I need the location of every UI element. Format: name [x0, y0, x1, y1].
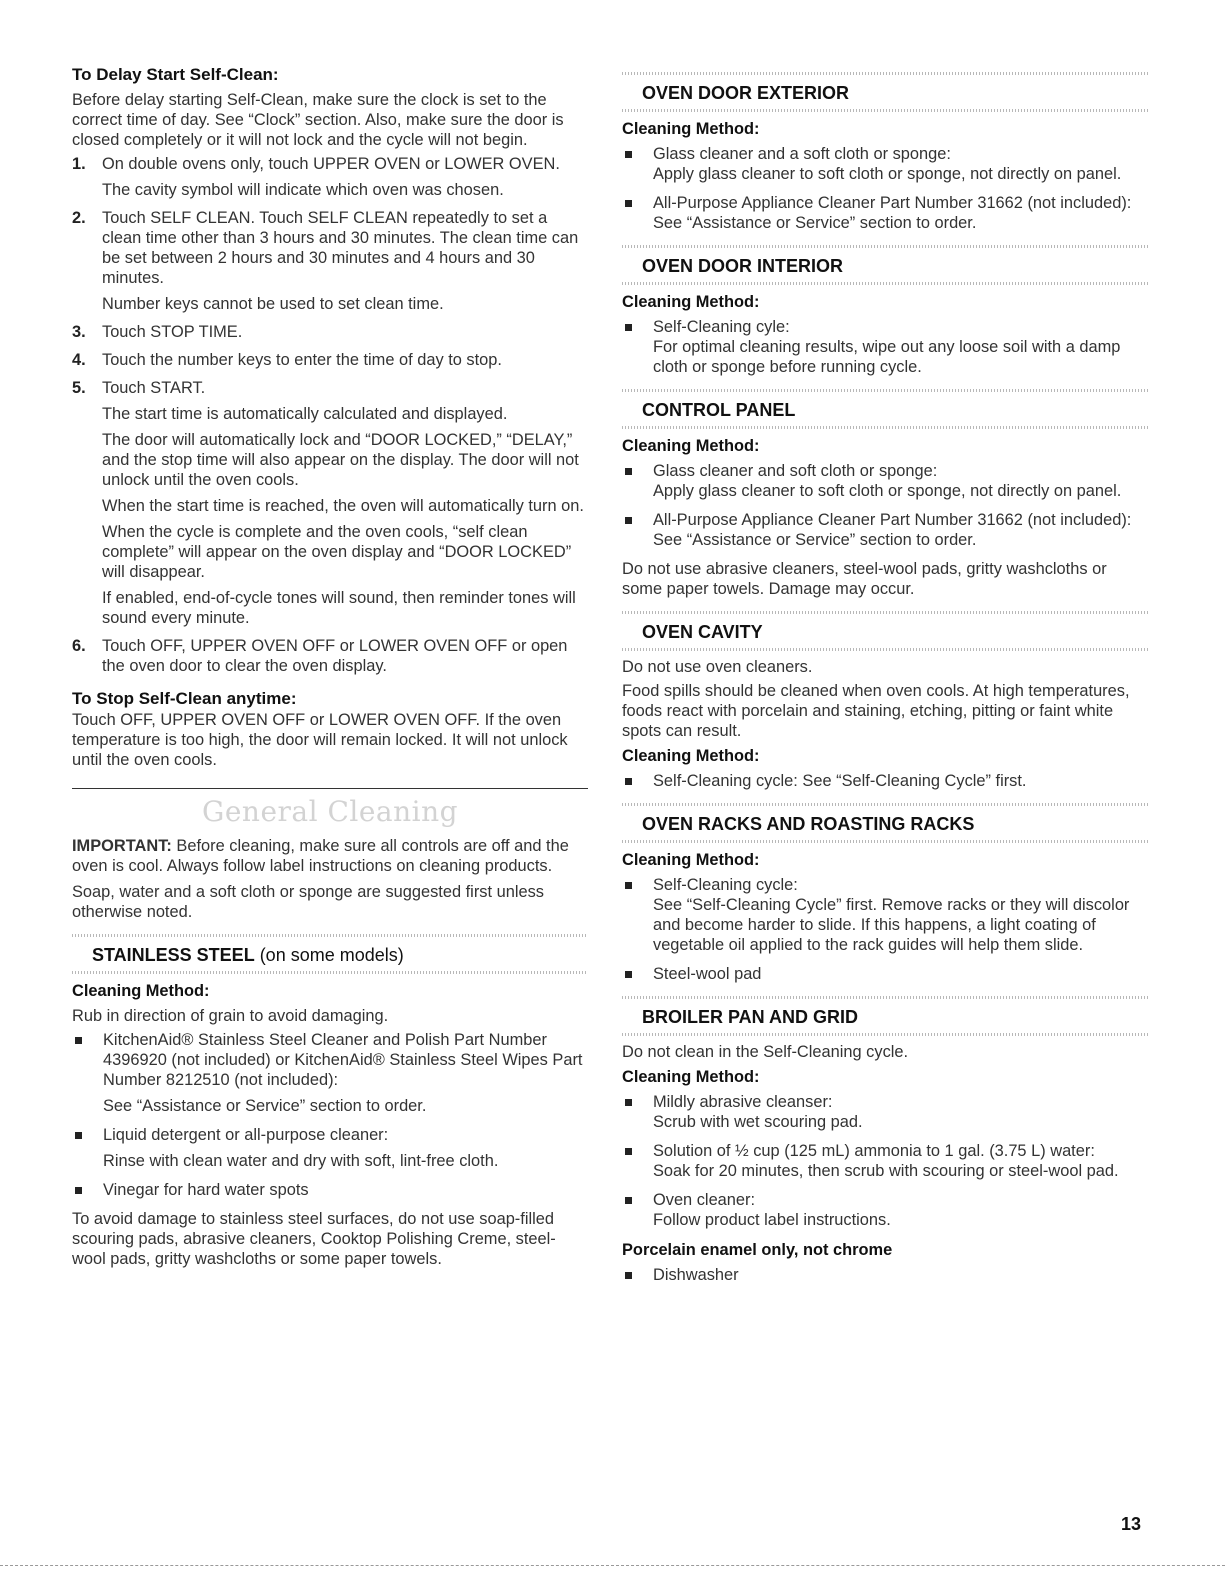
bullet-text: All-Purpose Appliance Cleaner Part Number 31662 (not included): [653, 194, 1132, 212]
bullet-square-icon [625, 151, 632, 158]
bullet-square-icon [625, 1197, 632, 1204]
bullet-square-icon [625, 1148, 632, 1155]
oven-racks-bullets [622, 875, 1150, 984]
bullet-text: Self-Cleaning cycle: [653, 876, 798, 894]
bullet-item [622, 964, 1150, 984]
bullet-detail: See “Assistance or Service” section to order. [653, 214, 977, 232]
step-item [72, 154, 588, 200]
step-item [72, 208, 588, 314]
door-exterior-bar [622, 72, 1150, 112]
bullet-text: Glass cleaner and a soft cloth or sponge: [653, 145, 951, 163]
bullet-item [622, 144, 1150, 184]
bullet-item [72, 1180, 588, 1200]
control-panel-bar [622, 389, 1150, 429]
step-text: Touch the number keys to enter the time of day to stop. [102, 351, 502, 369]
delay-steps [72, 154, 588, 676]
bullet-square-icon [625, 882, 632, 889]
stainless-steel-bar [72, 934, 588, 974]
bullet-text: Liquid detergent or all-purpose cleaner: [103, 1126, 389, 1144]
bullet-square-icon [75, 1037, 82, 1044]
bullet-item [72, 1030, 588, 1116]
bullet-square-icon [75, 1132, 82, 1139]
bullet-square-icon [75, 1187, 82, 1194]
bullet-detail: Apply glass cleaner to soft cloth or sponge, not directly on panel. [653, 482, 1122, 500]
bullet-item [622, 461, 1150, 501]
step-detail: The start time is automatically calculated and displayed. [102, 405, 508, 423]
bullet-item [622, 771, 1150, 791]
oven-racks-bar [622, 803, 1150, 843]
stainless-steel-title: STAINLESS STEEL (on some models) [92, 945, 404, 965]
broiler-p1: Do not clean in the Self-Cleaning cycle. [622, 1043, 909, 1061]
step-detail: If enabled, end-of-cycle tones will sound, then reminder tones will sound every minute. [102, 589, 576, 627]
right-column [622, 64, 1150, 1294]
step-detail: Number keys cannot be used to set clean time. [102, 295, 444, 313]
bullet-square-icon [625, 517, 632, 524]
bullet-item [72, 1125, 588, 1171]
control-panel-bullets [622, 461, 1150, 550]
bullet-text: Glass cleaner and soft cloth or sponge: [653, 462, 938, 480]
broiler-bar [622, 996, 1150, 1036]
general-cleaning-title: General Cleaning [201, 795, 459, 828]
step-number: 2. [72, 209, 86, 227]
oven-cavity-title: OVEN CAVITY [642, 622, 763, 642]
bullet-text: All-Purpose Appliance Cleaner Part Number 31662 (not included): [653, 511, 1132, 529]
bullet-item [622, 1141, 1150, 1181]
bullet-square-icon [625, 971, 632, 978]
bullet-detail: Follow product label instructions. [653, 1211, 891, 1229]
bullet-item [622, 510, 1150, 550]
step-number: 3. [72, 323, 86, 341]
step-text: On double ovens only, touch UPPER OVEN or LOWER OVEN. [102, 155, 560, 173]
bullet-text: KitchenAid® Stainless Steel Cleaner and Polish Part Number 4396920 (not included) or KitchenAid® Stainless Steel Wipes Part Number 8212510 (not included): [103, 1031, 583, 1089]
step-number: 5. [72, 379, 86, 397]
door-interior-bar [622, 245, 1150, 285]
bullet-square-icon [625, 778, 632, 785]
control-panel-title: CONTROL PANEL [642, 400, 796, 420]
stop-heading: To Stop Self-Clean anytime: [72, 689, 297, 708]
page-number: 13 [1121, 1514, 1142, 1534]
step-text: Touch STOP TIME. [102, 323, 243, 341]
porcelain-bullets [622, 1265, 1150, 1285]
stainless-cleaning-method: Cleaning Method: [72, 982, 210, 1000]
door-exterior-method: Cleaning Method: [622, 120, 760, 138]
bullet-detail: Soak for 20 minutes, then scrub with scouring or steel-wool pad. [653, 1162, 1119, 1180]
step-item [72, 322, 588, 342]
bullet-item [622, 875, 1150, 955]
stainless-bullets [72, 1030, 588, 1200]
important-label: IMPORTANT: [72, 837, 172, 855]
bullet-text: Self-Cleaning cyle: [653, 318, 790, 336]
bullet-detail: Scrub with wet scouring pad. [653, 1113, 863, 1131]
bullet-text: Self-Cleaning cycle: See “Self-Cleaning Cycle” first. [653, 772, 1027, 790]
bullet-detail: See “Self-Cleaning Cycle” first. Remove racks or they will discolor and become harder to slide. If this happens, a light coating of vegetable oil applied to the rack guides will help them slide. [653, 896, 1130, 954]
delay-intro: Before delay starting Self-Clean, make sure the clock is set to the correct time of day. See “Clock” section. Also, make sure the door is closed completely or it will not lock and the cycle will not begin. [72, 91, 564, 149]
step-detail: The door will automatically lock and “DOOR LOCKED,” “DELAY,” and the stop time will also appear on the display. The door will not unlock until the oven cools. [102, 431, 579, 489]
door-interior-method: Cleaning Method: [622, 293, 760, 311]
bullet-detail: See “Assistance or Service” section to order. [103, 1097, 427, 1115]
control-panel-method: Cleaning Method: [622, 437, 760, 455]
oven-cavity-bullets [622, 771, 1150, 791]
delay-heading: To Delay Start Self-Clean: [72, 65, 279, 84]
oven-cavity-p1: Do not use oven cleaners. [622, 658, 813, 676]
oven-cavity-bar [622, 611, 1150, 651]
section-divider [72, 788, 588, 789]
bullet-text: Mildly abrasive cleanser: [653, 1093, 833, 1111]
oven-cavity-p2: Food spills should be cleaned when oven cools. At high temperatures, foods react with porcelain and staining, etching, pitting or faint white spots can result. [622, 682, 1130, 740]
door-exterior-bullets [622, 144, 1150, 233]
bullet-text: Vinegar for hard water spots [103, 1181, 309, 1199]
door-interior-title: OVEN DOOR INTERIOR [642, 256, 844, 276]
bullet-square-icon [625, 1099, 632, 1106]
broiler-bullets [622, 1092, 1150, 1230]
bullet-text: Dishwasher [653, 1266, 739, 1284]
bullet-square-icon [625, 468, 632, 475]
door-exterior-title: OVEN DOOR EXTERIOR [642, 83, 850, 103]
oven-cavity-method: Cleaning Method: [622, 747, 760, 765]
step-text: Touch START. [102, 379, 206, 397]
oven-racks-title: OVEN RACKS AND ROASTING RACKS [642, 814, 975, 834]
broiler-method: Cleaning Method: [622, 1068, 760, 1086]
step-text: Touch OFF, UPPER OVEN OFF or LOWER OVEN OFF or open the oven door to clear the oven display. [102, 637, 568, 675]
step-detail: When the start time is reached, the oven will automatically turn on. [102, 497, 584, 515]
important-note [72, 836, 588, 876]
bullet-text: Oven cleaner: [653, 1191, 756, 1209]
bullet-detail: For optimal cleaning results, wipe out any loose soil with a damp cloth or sponge before running cycle. [653, 338, 1121, 376]
stop-text: Touch OFF, UPPER OVEN OFF or LOWER OVEN OFF. If the oven temperature is too high, the door will remain locked. It will not unlock until the oven cools. [72, 711, 568, 769]
step-item [72, 636, 588, 676]
stainless-warning: To avoid damage to stainless steel surfaces, do not use soap-filled scouring pads, abrasive cleaners, Cooktop Polishing Creme, steel-wool pads, gritty washcloths or some paper towels. [72, 1210, 556, 1268]
control-panel-note: Do not use abrasive cleaners, steel-wool pads, gritty washcloths or some paper towels. Damage may occur. [622, 560, 1107, 598]
door-interior-bullets [622, 317, 1150, 377]
step-number: 1. [72, 155, 86, 173]
step-item [72, 350, 588, 370]
bullet-square-icon [625, 200, 632, 207]
step-number: 6. [72, 637, 86, 655]
porcelain-heading: Porcelain enamel only, not chrome [622, 1241, 893, 1259]
broiler-title: BROILER PAN AND GRID [642, 1007, 858, 1027]
bullet-square-icon [625, 1272, 632, 1279]
important-text: Before cleaning, make sure all controls are off and the oven is cool. Always follow label instructions on cleaning products. [72, 837, 569, 875]
step-item [72, 378, 588, 628]
step-detail: When the cycle is complete and the oven cools, “self clean complete” will appear on the oven display and “DOOR LOCKED” will disappear. [102, 523, 572, 581]
step-detail: The cavity symbol will indicate which oven was chosen. [102, 181, 504, 199]
bullet-detail: See “Assistance or Service” section to order. [653, 531, 977, 549]
left-column [72, 64, 588, 1269]
bullet-detail: Apply glass cleaner to soft cloth or sponge, not directly on panel. [653, 165, 1122, 183]
oven-racks-method: Cleaning Method: [622, 851, 760, 869]
bullet-item [622, 317, 1150, 377]
rub-direction-text: Rub in direction of grain to avoid damaging. [72, 1007, 389, 1025]
soap-note: Soap, water and a soft cloth or sponge are suggested first unless otherwise noted. [72, 883, 544, 921]
bullet-text: Solution of ½ cup (125 mL) ammonia to 1 gal. (3.75 L) water: [653, 1142, 1095, 1160]
footer-rule [0, 1565, 1225, 1566]
bullet-item [622, 1265, 1150, 1285]
step-text: Touch SELF CLEAN. Touch SELF CLEAN repeatedly to set a clean time other than 3 hours and 30 minutes. The clean time can be set between 2 hours and 30 minutes and 4 hours and 30 minutes. [102, 209, 579, 287]
bullet-item [622, 1092, 1150, 1132]
bullet-detail: Rinse with clean water and dry with soft, lint-free cloth. [103, 1152, 499, 1170]
bullet-text: Steel-wool pad [653, 965, 762, 983]
step-number: 4. [72, 351, 86, 369]
bullet-item [622, 1190, 1150, 1230]
bullet-square-icon [625, 324, 632, 331]
bullet-item [622, 193, 1150, 233]
